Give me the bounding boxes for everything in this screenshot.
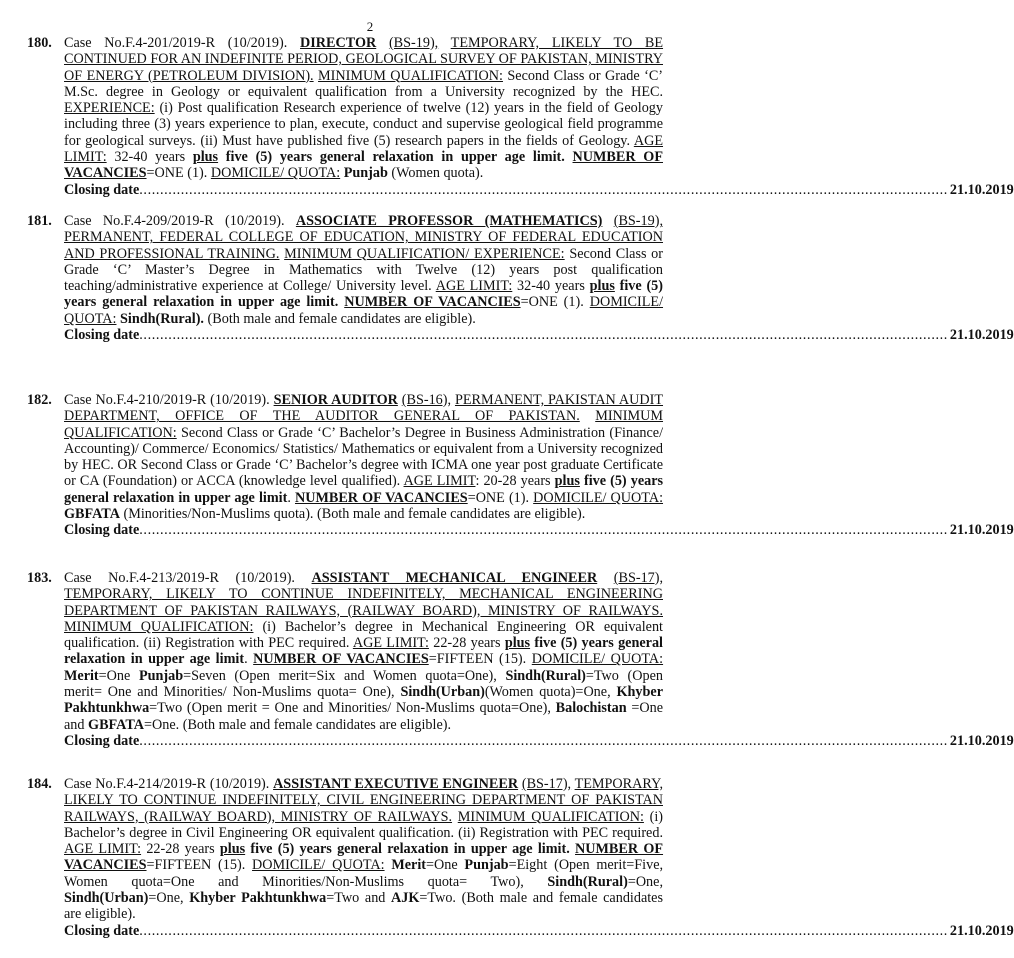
case-entry-182 (27, 392, 1014, 539)
vacancies-label: NUMBER OF VACANCIES (64, 841, 664, 874)
quota-text: =Two (Open merit = One and Minorities/ Non-Muslims quota=One), (149, 700, 556, 717)
bs-scale: (BS-16), (401, 392, 452, 408)
case-ref: Case No.F.4-214/2019-R (10/2019). (64, 776, 270, 792)
closing-date: 21.10.2019 (949, 327, 1014, 344)
quota-region: Punjab (464, 857, 509, 874)
age-range: 22-28 years (146, 841, 215, 858)
domicile-quota-label: DOMICILE/ QUOTA: (252, 857, 385, 874)
experience-text: (i) Post qualification Research experience of twelve (12) years in the field of Geology including three (3) years experience to plan, execute, conduct and supervise geological field programme for geological surveys. (ii) Must have published five (5) research papers in the fields of Geology. (64, 100, 663, 149)
min-qualification-text: Second Class or Grade ‘C’ Bachelor’s Degree in Business Administration (Finance/ Accounting)/ Commerce/ Economics/ Statistics/ Mathematics or equivalent from a University recognized by HEC. OR Second Class or Grade ‘C’ Bachelor’s degree with ICMA one year post graduate Certificate or CA (Foundation) or ACCA (knowledge level qualified). (64, 424, 664, 490)
bs-scale: (BS-17), (521, 776, 572, 792)
age-range: 22-28 years (433, 635, 501, 652)
plus-keyword: plus (554, 473, 580, 490)
domicile-quota-label: DOMICILE/ QUOTA: (531, 651, 664, 668)
bs-scale: (BS-19), (613, 213, 663, 229)
plus-keyword: plus (504, 635, 531, 652)
quota-text: =Eight (Open merit=Five, Women quota=One and Minorities/Non-Muslims quota= Two), (64, 857, 664, 890)
quota-region: Sindh(Urban) (400, 684, 485, 701)
closing-label: Closing date (64, 327, 140, 344)
closing-label: Closing date (64, 732, 140, 749)
closing-line (64, 181, 1014, 198)
quota-text: =One, (627, 873, 663, 890)
closing-line (64, 522, 1014, 539)
domicile-region: Punjab (343, 165, 388, 182)
case-number: 184. (27, 776, 52, 792)
domicile-quota-label: DOMICILE/ QUOTA: (64, 294, 664, 327)
min-qualification-label: MINIMUM QUALIFICATION: (318, 67, 503, 84)
plus-keyword: plus (219, 841, 246, 858)
quota-text: =Two (Open merit= One and Minorities/ Non-Muslims quota= One), (64, 667, 663, 701)
closing-date: 21.10.2019 (949, 181, 1014, 198)
closing-line (64, 327, 1014, 344)
min-qualification-text: Second Class or Grade ‘C’ M.Sc. degree in Geology or equivalent qualification from a University recognized by the HEC. (64, 67, 664, 100)
vacancies-label: NUMBER OF VACANCIES (253, 651, 429, 668)
quota-region: Khyber Pakhtunkhwa (189, 890, 327, 907)
case-body: Case No.F.4-210/2019-R (10/2019). SENIOR AUDITOR (BS-16), PERMANENT, PAKISTAN AUDIT DEPARTMENT, OFFICE OF THE AUDITOR GENERAL OF PAKISTAN. MINIMUM QUALIFICATION: Second Class or Grade ‘C’ Bachelor’s Degree in Business Administration (Finance/ Accounting)/ Commerce/ Economics/ Statistics/ Mathematics or equivalent from a University recognized by HEC. OR Second Class or Grade ‘C’ Bachelor’s degree with ICMA one year post graduate Certificate or CA (Foundation) or ACCA (knowledge level qualified). AGE LIMIT: 20-28 years plus five (5) years general relaxation in upper age limit. NUMBER OF VACANCIES=ONE (1). DOMICILE/ QUOTA: GBFATA (Minorities/Non-Muslims quota). (Both male and female candidates are eligible). (64, 392, 664, 523)
quota-region: Merit (64, 667, 99, 684)
min-qualification-text: Second Class or Grade ‘C’ Master’s Degree in Mathematics with Twelve (12) years post qualification teaching/administrative experience at College/ University level. (64, 245, 663, 295)
age-relaxation: five (5) years general relaxation in upper age limit. (64, 278, 663, 311)
vacancies-value: =ONE (1). (467, 489, 530, 506)
case-body (64, 213, 663, 327)
domicile-text: (Minorities/Non-Muslims quota). (Both male and female candidates are eligible). (123, 506, 586, 523)
vacancies-value: =ONE (1). (520, 294, 584, 311)
bs-scale: (BS-19), (388, 35, 439, 51)
age-relaxation: five (5) years general relaxation in upper age limit. (225, 149, 565, 166)
quota-region: Sindh(Rural) (505, 667, 586, 684)
case-entry-184 (27, 776, 1014, 939)
closing-line (64, 922, 1014, 939)
case-ref: Case No.F.4-201/2019-R (10/2019). (64, 35, 288, 51)
vacancies-label: NUMBER OF VACANCIES (294, 489, 468, 506)
department: TEMPORARY, LIKELY TO CONTINUE INDEFINITELY, CIVIL ENGINEERING DEPARTMENT OF PAKISTAN RAILWAYS, (RAILWAY BOARD), MINISTRY OF RAILWAYS. (64, 776, 664, 825)
quota-text: =Two. (Both male and female candidates are eligible). (64, 890, 664, 923)
quota-region: Khyber Pakhtunkhwa (64, 684, 664, 717)
domicile-text: (Both male and female candidates are eligible). (207, 310, 476, 327)
quota-text: =One (98, 667, 139, 684)
case-body: Case No.F.4-213/2019-R (10/2019). ASSISTANT MECHANICAL ENGINEER (BS-17), TEMPORARY, LIKELY TO CONTINUE INDEFINITELY, MECHANICAL ENGINEERING DEPARTMENT OF PAKISTAN RAILWAYS, (RAILWAY BOARD), MINISTRY OF RAILWAYS. MINIMUM QUALIFICATION: (i) Bachelor’s degree in Mechanical Engineering OR equivalent qualification. (ii) Registration with PEC required. AGE LIMIT: 22-28 years plus five (5) years general relaxation in upper age limit. NUMBER OF VACANCIES=FIFTEEN (15). DOMICILE/ QUOTA: Merit=One Punjab=Seven (Open merit=Six and Women quota=One), Sindh(Rural)=Two (Open merit= One and Minorities/ Non-Muslims quota= One), Sindh(Urban)(Women quota)=One, Khyber Pakhtunkhwa=Two (Open merit = One and Minorities/ Non-Muslims quota=One), Balochistan =One and GBFATA=One. (Both male and female candidates are eligible). (64, 570, 664, 733)
leader-dots: ................................................................................................................................................................................................... (139, 522, 948, 539)
domicile-quota-label: DOMICILE/ QUOTA: (533, 489, 664, 506)
bs-scale: (BS-17), (613, 570, 664, 586)
quota-text: =Seven (Open merit=Six and Women quota=One), (183, 667, 506, 684)
post-title: SENIOR AUDITOR (273, 392, 398, 408)
closing-line (64, 732, 1014, 749)
min-qualification-text: (i) Bachelor’s degree in Civil Engineering OR equivalent qualification. (ii) Registration with PEC required. (64, 808, 664, 841)
age-range: : 20-28 years (475, 473, 551, 490)
vacancies-value: =FIFTEEN (15). (146, 857, 246, 874)
post-title: ASSOCIATE PROFESSOR (MATHEMATICS) (295, 213, 603, 229)
case-number: 183. (27, 570, 52, 586)
age-relaxation: five (5) years general relaxation in upper age limit (64, 635, 664, 668)
post-title: ASSISTANT EXECUTIVE ENGINEER (273, 776, 519, 792)
case-ref: Case No.F.4-213/2019-R (10/2019). (64, 570, 295, 586)
quota-region: AJK (391, 890, 420, 907)
case-entry-180 (27, 35, 1014, 198)
vacancies-label: NUMBER OF VACANCIES (344, 294, 521, 311)
vacancies-label: NUMBER OF VACANCIES (64, 149, 663, 182)
case-entry-183 (27, 570, 1014, 749)
case-ref: Case No.F.4-209/2019-R (10/2019). (64, 213, 285, 229)
age-limit-label: AGE LIMIT: (64, 841, 142, 858)
department: PERMANENT, PAKISTAN AUDIT DEPARTMENT, OFFICE OF THE AUDITOR GENERAL OF PAKISTAN. (64, 392, 664, 425)
min-qualification-label: MINIMUM QUALIFICATION: (457, 808, 644, 825)
case-number: 180. (27, 35, 52, 51)
age-limit-label: AGE LIMIT: (352, 635, 429, 652)
page-number: 2 (366, 19, 374, 34)
vacancies-value: =FIFTEEN (15). (428, 651, 527, 668)
age-relaxation: five (5) years general relaxation in upper age limit (64, 473, 664, 506)
age-limit-label: AGE LIMIT (403, 473, 476, 490)
department: TEMPORARY, LIKELY TO BE CONTINUED FOR AN INDEFINITE PERIOD, GEOLOGICAL SURVEY OF PAKISTAN, MINISTRY OF ENERGY (PETROLEUM DIVISION). (64, 35, 664, 84)
domicile-region: Sindh(Rural). (120, 310, 204, 327)
quota-text: =One and (64, 700, 663, 733)
vacancies-value: =ONE (1). (146, 165, 208, 182)
quota-text: =One, (148, 890, 190, 907)
case-number: 181. (27, 213, 52, 229)
leader-dots: ................................................................................................................................................................................................... (139, 181, 948, 198)
leader-dots: ................................................................................................................................................................................................... (139, 327, 948, 344)
quota-text: (Women quota)=One, (484, 684, 617, 701)
case-body (64, 776, 663, 923)
quota-region: Punjab (138, 667, 184, 684)
case-number: 182. (27, 392, 52, 408)
experience-label: EXPERIENCE: (64, 100, 155, 117)
domicile-text: (Women quota). (391, 165, 484, 182)
leader-dots: ................................................................................................................................................................................................... (139, 732, 948, 749)
department: TEMPORARY, LIKELY TO CONTINUE INDEFINITELY, MECHANICAL ENGINEERING DEPARTMENT OF PAKISTAN RAILWAYS, (RAILWAY BOARD), MINISTRY OF RAILWAYS. (64, 586, 663, 619)
domicile-region: GBFATA (64, 506, 120, 523)
case-entry-181 (27, 213, 1014, 344)
leader-dots: ................................................................................................................................................................................................... (139, 922, 948, 939)
quota-region: Sindh(Urban) (64, 890, 149, 907)
quota-text: =One. (Both male and female candidates are eligible). (144, 716, 452, 733)
age-range: 32-40 years (517, 278, 585, 295)
closing-date: 21.10.2019 (949, 922, 1014, 939)
case-ref: Case No.F.4-210/2019-R (10/2019). (64, 392, 270, 408)
plus-keyword: plus (192, 149, 219, 166)
department: PERMANENT, FEDERAL COLLEGE OF EDUCATION, MINISTRY OF FEDERAL EDUCATION AND PROFESSIONAL TRAINING. (64, 229, 663, 262)
post-title: ASSISTANT MECHANICAL ENGINEER (311, 570, 598, 586)
quota-text: =One (426, 857, 465, 874)
closing-label: Closing date (64, 522, 140, 539)
quota-text: =Two and (326, 890, 392, 907)
closing-label: Closing date (64, 922, 140, 939)
post-title: DIRECTOR (300, 35, 377, 51)
age-relaxation: five (5) years general relaxation in upper age limit. (250, 841, 570, 858)
closing-date: 21.10.2019 (949, 522, 1014, 539)
quota-region: Balochistan (555, 700, 627, 717)
domicile-quota-label: DOMICILE/ QUOTA: (210, 165, 341, 182)
min-qualification-text: (i) Bachelor’s degree in Mechanical Engineering OR equivalent qualification. (ii) Registration with PEC required. (64, 618, 663, 652)
quota-region: Merit (391, 857, 426, 874)
age-range: 32-40 years (114, 149, 186, 166)
min-qualification-label: MINIMUM QUALIFICATION/ EXPERIENCE: (284, 245, 565, 262)
min-qualification-label: MINIMUM QUALIFICATION: (64, 408, 664, 441)
quota-region: GBFATA (88, 716, 145, 733)
closing-label: Closing date (64, 181, 140, 198)
quota-region: Sindh(Rural) (547, 873, 628, 890)
closing-date: 21.10.2019 (949, 732, 1014, 749)
age-limit-label: AGE LIMIT: (64, 132, 664, 166)
plus-keyword: plus (589, 278, 615, 295)
age-limit-label: AGE LIMIT: (435, 278, 513, 295)
case-body (64, 35, 663, 182)
min-qualification-label: MINIMUM QUALIFICATION: (64, 618, 254, 635)
